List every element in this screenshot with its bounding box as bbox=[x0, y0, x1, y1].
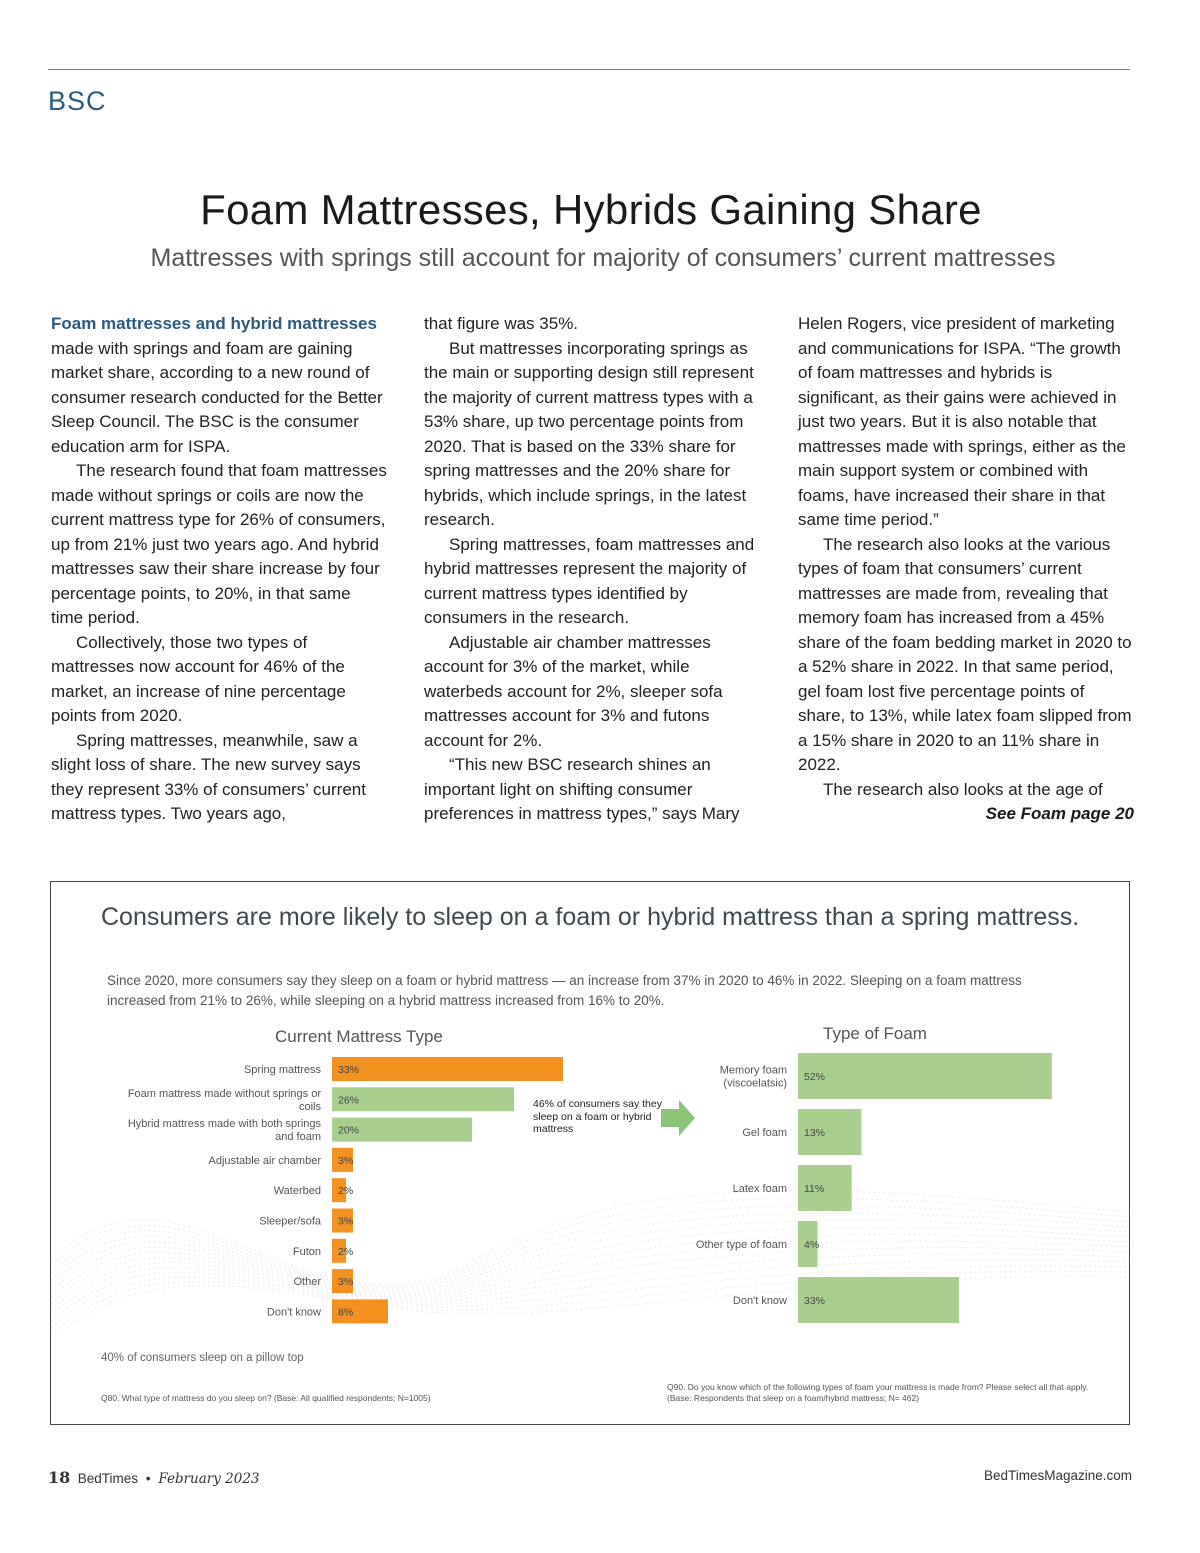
bar bbox=[332, 1087, 514, 1111]
chart-title-current-mattress-type: Current Mattress Type bbox=[275, 1027, 443, 1046]
article-column-3 bbox=[798, 312, 1134, 827]
data-label: 3% bbox=[338, 1154, 354, 1167]
background-wave-pattern bbox=[51, 1191, 1129, 1340]
data-label: 8% bbox=[338, 1306, 354, 1319]
paragraph: Spring mattresses, meanwhile, saw a slight loss of share. The new survey says they represent 33% of consumers’ current mattress types. Two years ago, bbox=[51, 730, 366, 823]
category-label: (viscoelatsic) bbox=[723, 1077, 787, 1090]
question-right: Q90. Do you know which of the following types of foam your mattress is made from? Please select all that apply. (Base: Respondents that sleep on a foam/hybrid mattress; N= 462) bbox=[667, 1382, 1089, 1403]
paragraph: Adjustable air chamber mattresses account for 3% of the market, while waterbeds account for 2%, sleeper sofa mattresses account for 3% and futons account for 2%. bbox=[424, 632, 723, 750]
data-label: 11% bbox=[804, 1183, 825, 1195]
category-label: Futon bbox=[292, 1245, 321, 1258]
article-title: Foam Mattresses, Hybrids Gaining Share bbox=[200, 186, 982, 233]
paragraph: Helen Rogers, vice president of marketing and communications for ISPA. “The growth of foam mattresses and hybrids is significant, as their gains were achieved in just two years. But it is also notable that mattresses made with springs, either as the main support system or combined with foams, have increased their share in that same time period.” bbox=[798, 314, 1126, 529]
top-rule bbox=[48, 69, 1130, 70]
bar bbox=[332, 1057, 563, 1081]
category-label: coils bbox=[298, 1100, 321, 1113]
callout-text: 46% of consumers say they sleep on a foam or hybrid mattress bbox=[533, 1098, 662, 1135]
category-label: Latex foam bbox=[732, 1183, 787, 1195]
article-column-1 bbox=[51, 312, 387, 827]
category-label: Don't know bbox=[266, 1306, 321, 1319]
chart-title-type-of-foam: Type of Foam bbox=[823, 1024, 927, 1043]
footer-left bbox=[48, 1468, 260, 1487]
background-wave bbox=[51, 1271, 1129, 1334]
background-wave bbox=[51, 1213, 1129, 1290]
infographic bbox=[50, 881, 1130, 1425]
data-label: 3% bbox=[338, 1276, 354, 1289]
lead-in: Foam mattresses and hybrid mattresses bbox=[51, 314, 377, 333]
category-label: and foam bbox=[275, 1131, 321, 1144]
data-label: 2% bbox=[338, 1245, 354, 1258]
background-wave bbox=[51, 1220, 1129, 1291]
category-label: Spring mattress bbox=[243, 1064, 321, 1076]
background-wave bbox=[51, 1191, 1129, 1285]
issue-date: February 2023 bbox=[158, 1471, 260, 1487]
background-wave bbox=[51, 1260, 1129, 1322]
background-wave bbox=[51, 1266, 1129, 1328]
data-label: 13% bbox=[804, 1127, 826, 1139]
arrow-right-icon bbox=[661, 1100, 695, 1136]
bar-charts bbox=[51, 882, 1129, 1424]
paragraph: that figure was 35%. bbox=[424, 314, 579, 333]
paragraph: The research also looks at the various types of foam that consumers’ current mattresses are made from, revealing that memory foam has increased from a 45% share of the foam bedding market in 2020 to a 52% share in 2022. In that same period, gel foam lost five percentage points of share, to 13%, while latex foam slipped from a 15% share in 2020 to an 11% share in 2022. bbox=[798, 534, 1132, 774]
data-label: 3% bbox=[338, 1215, 354, 1228]
category-label: Other type of foam bbox=[695, 1239, 787, 1251]
footer-separator: • bbox=[145, 1471, 151, 1486]
article-column-2 bbox=[424, 312, 760, 827]
data-label: 26% bbox=[338, 1094, 360, 1107]
background-wave bbox=[51, 1241, 1129, 1304]
category-label: Don't know bbox=[732, 1295, 787, 1307]
pillow-top-note: 40% of consumers sleep on a pillow top bbox=[101, 1352, 304, 1364]
magazine-name: BedTimes bbox=[77, 1471, 139, 1486]
type-of-foam-chart bbox=[696, 1053, 1052, 1323]
paragraph: Foam mattresses and hybrid mattresses made with springs and foam are gaining market share, according to a new round of consumer research conducted for the Better Sleep Council. The BSC is the consumer education arm for ISPA. bbox=[51, 314, 383, 456]
category-label: Hybrid mattress made with both springs bbox=[127, 1118, 321, 1131]
bar bbox=[798, 1053, 1052, 1099]
category-label: Memory foam bbox=[719, 1064, 787, 1077]
category-label: Sleeper/sofa bbox=[259, 1215, 321, 1228]
data-label: 4% bbox=[804, 1239, 820, 1251]
data-label: 52% bbox=[804, 1071, 826, 1083]
category-label: Adjustable air chamber bbox=[208, 1154, 321, 1167]
category-label: Gel foam bbox=[742, 1127, 787, 1139]
paragraph: Spring mattresses, foam mattresses and hybrid mattresses represent the majority of current mattress types identified by consumers in the research. bbox=[424, 534, 755, 627]
continued-link[interactable]: See Foam page 20 bbox=[985, 804, 1134, 823]
article-subtitle: Mattresses with springs still account for majority of consumers’ current mattresses bbox=[150, 244, 1056, 272]
page-number: 18 bbox=[48, 1468, 71, 1487]
question-left: Q80. What type of mattress do you sleep on? (Base: All qualified respondents; N=1005) bbox=[101, 1393, 431, 1403]
figure-title: Consumers are more likely to sleep on a foam or hybrid mattress than a spring mattress. bbox=[101, 903, 1080, 931]
data-label: 33% bbox=[804, 1295, 826, 1307]
paragraph: The research also looks at the age of bbox=[823, 779, 1103, 799]
website-link[interactable]: BedTimesMagazine.com bbox=[983, 1468, 1132, 1483]
category-label: Foam mattress made without springs or bbox=[127, 1087, 321, 1100]
paragraph: Collectively, those two types of mattresses now account for 46% of the market, an increase of nine percentage points from 2020. bbox=[51, 632, 346, 725]
current-mattress-type-chart bbox=[128, 1057, 563, 1323]
paragraph: The research found that foam mattresses made without springs or coils are now the current mattress type for 26% of consumers, up from 21% just two years ago. And hybrid mattresses saw their share increase by four percentage points, to 20%, in that same time period. bbox=[51, 461, 387, 627]
background-wave bbox=[51, 1234, 1129, 1298]
data-label: 20% bbox=[338, 1124, 360, 1137]
background-wave bbox=[51, 1254, 1129, 1319]
section-tag: BSC bbox=[48, 86, 107, 116]
data-label: 2% bbox=[338, 1185, 354, 1198]
background-wave bbox=[51, 1206, 1129, 1288]
paragraph: But mattresses incorporating springs as the main or supporting design still represent the majority of current mattress types with a 53% share, up two percentage points from 2020. That is based on the 33% share for spring mattresses and the 20% share for hybrids, which include springs, in the latest research. bbox=[424, 338, 754, 529]
paragraph: “This new BSC research shines an important light on shifting consumer preferences in mattress types,” says Mary bbox=[424, 755, 740, 823]
category-label: Waterbed bbox=[273, 1185, 321, 1198]
data-label: 33% bbox=[338, 1064, 360, 1076]
figure-subtitle: Since 2020, more consumers say they sleep on a foam or hybrid mattress — an increase from 37% in 2020 to 46% in 2022. Sleeping on a foam mattress increased from 21% to 26%, while sleeping on a hybrid mattress increased from 16% to 20%. bbox=[107, 973, 1022, 1008]
category-label: Other bbox=[293, 1276, 321, 1289]
background-wave bbox=[51, 1227, 1129, 1293]
